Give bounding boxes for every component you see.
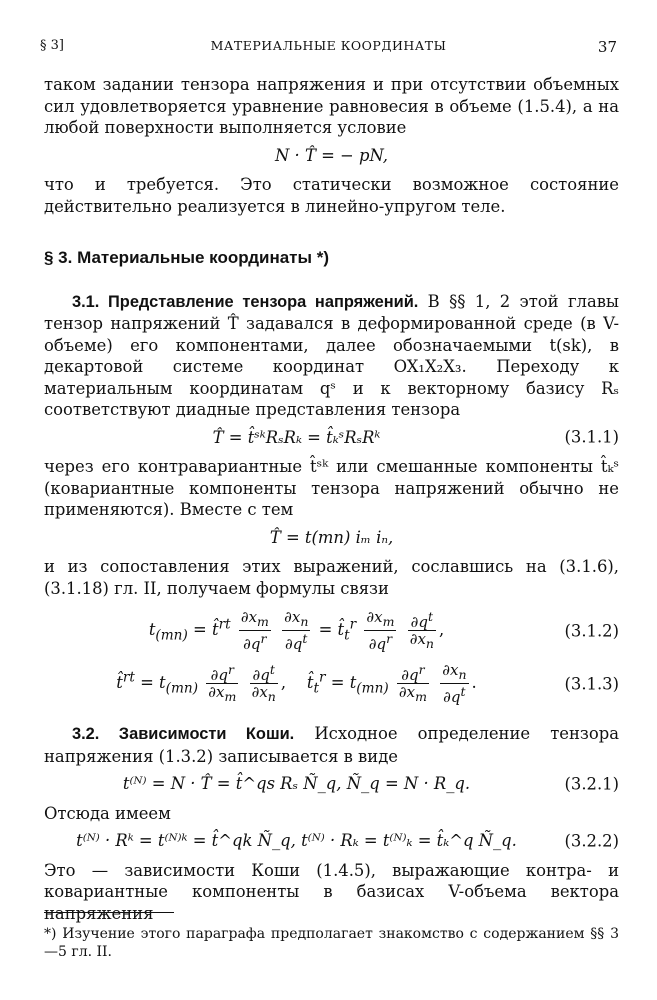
eq-number-3-2-2: (3.2.2) <box>564 831 619 850</box>
footnote: *) Изучение этого параграфа предполагает знакомство с содержанием §§ 3—5 гл. II. <box>44 926 619 960</box>
formula-3-1-1 <box>44 427 619 449</box>
header-title: МАТЕРИАЛЬНЫЕ КООРДИНАТЫ <box>210 38 447 53</box>
subsection-3-1-heading: 3.1. Представление тензора напряжений. <box>72 292 419 311</box>
paragraph-3-2 <box>44 723 619 767</box>
paragraph-4: через его контравариантные t̂ˢᵏ или смешанные компоненты t̂ₖˢ (ковариантные компоненты тензора напряжений обычно не применяются). Вместе с тем <box>44 457 619 519</box>
header-section: § 3] <box>40 38 64 53</box>
footnote-rule <box>44 912 174 913</box>
paragraph-1: таком задании тензора напряжения и при отсутствии объемных сил удовлетворяется уравнение равновесия в объеме (1.5.4), а на любой поверхности выполняется условие <box>44 75 619 137</box>
formula-boundary: N · T̂ = − pN, <box>275 145 388 165</box>
formula-3-1-2: $t_{(mn)}$ = t̂$^{rt}$ $\frac{\partial x_m}{\partial q^r}$ $\frac{\partial x_n}{\partial q^t}$ = $t̂_t^r$ $\frac{\partial x_m}{\partial q^r}$ $\frac{\partial q^t}{\partial x_n}$ , (3.1.2) <box>148 608 619 653</box>
eq-number-3-1-3: (3.1.3) <box>564 673 619 693</box>
page-body <box>44 74 619 924</box>
section-title: § 3. Материальные координаты *) <box>44 248 330 267</box>
formula-3-1-3: t̂$^{rt}$ = $t_{(mn)}$ $\frac{\partial q^r}{\partial x_m}$ $\frac{\partial q^t}{\partial x_n}$ , $t̂_t^r = t_{(mn)}$ $\frac{\partial q^r}{\partial x_m}$ $\frac{\partial x_n}{\partial q^t}$ . (3.1.3) <box>116 661 619 706</box>
paragraph-7: Отсюда имеем <box>44 803 171 823</box>
paragraph-3-2-text: Исходное определение тензора напряжения (1.3.2) записывается в виде <box>44 724 619 766</box>
paragraph-2: что и требуется. Это статически возможное состояние действительно реализуется в линейно-упругом теле. <box>44 175 619 216</box>
paragraph-5: и из сопоставления этих выражений, сославшись на (3.1.6), (3.1.18) гл. II, получаем формулы связи <box>44 557 619 598</box>
eq-number-3-1-1: (3.1.1) <box>564 427 619 447</box>
running-header <box>40 38 617 58</box>
paragraph-3-1-text: В §§ 1, 2 этой главы тензор напряжений T̂ задавался в деформированной среде (в V-объеме) его компонентами, далее обозначаемыми t(sk), в декартовой системе координат OX₁X₂X₃. Переходу к материальным координатам qˢ и к векторному базису Rₛ соответствуют диадные представления тензора <box>44 291 619 419</box>
formula-3-2-2-body: t⁽ᴺ⁾ · Rᵏ = t⁽ᴺ⁾ᵏ = t̂^qk Ñ_q, t⁽ᴺ⁾ · Rₖ = t⁽ᴺ⁾ₖ = t̂ₖ^q Ñ_q. <box>76 831 517 850</box>
paragraph-3-1 <box>44 291 619 421</box>
page-number: 37 <box>597 38 617 56</box>
formula-dyad: T̂ = t(mn) iₘ iₙ, <box>269 527 394 547</box>
formula-3-2-1 <box>44 773 619 795</box>
subsection-3-2-heading: 3.2. Зависимости Коши. <box>72 725 295 743</box>
paragraph-8: Это — зависимости Коши (1.4.5), выражающие контра- и ковариантные компоненты в базисах V-объема вектора напряжения <box>44 860 619 923</box>
formula-3-1-1-body: T̂ = t̂ˢᵏRₛRₖ = t̂ₖˢRₛRᵏ <box>212 427 381 447</box>
eq-number-3-2-1: (3.2.1) <box>564 774 619 793</box>
eq-number-3-1-2: (3.1.2) <box>564 620 619 640</box>
formula-3-2-2 <box>44 830 619 852</box>
formula-3-2-1-body: t⁽ᴺ⁾ = N · T̂ = t̂^qs Rₛ Ñ_q, Ñ_q = N · R_q. <box>122 774 471 793</box>
